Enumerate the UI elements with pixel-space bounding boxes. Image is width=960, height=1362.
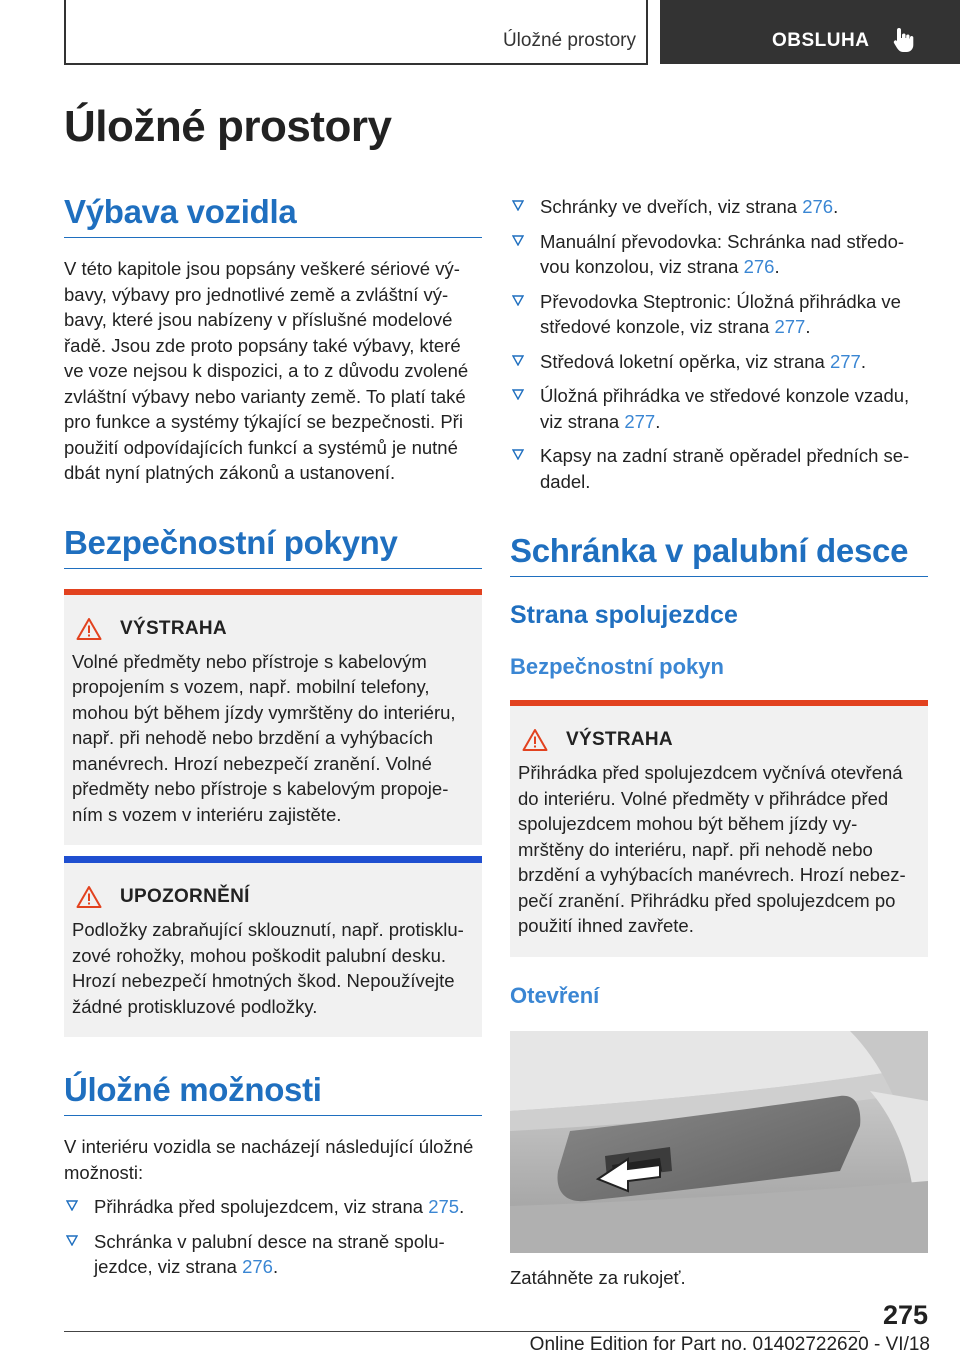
warning-text: Volné předměty nebo přístroje s kabelovým propojením s vozem, např. mobilní telefony, mohou být během jízdy vymrštěny do interiéru, např. při nehodě nebo brzdění a vyhýbacích manévrech. Hrozí nebezpečí zranění. Volné předměty nebo přístroje s kabelovým propoje- ním s vozem v interiéru zajistěte. xyxy=(72,650,456,825)
header-chapter-label: OBSLUHA xyxy=(772,30,870,51)
warning-box xyxy=(64,589,482,846)
bullet-triangle-icon xyxy=(512,355,524,366)
subsection-title-strana: Strana spolujezdce xyxy=(510,601,738,629)
footer-edition: Online Edition for Part no. 01402722620 - VI/18 xyxy=(529,1334,930,1355)
page-reference-link[interactable]: 277 xyxy=(624,410,656,432)
warning-triangle-icon xyxy=(76,617,102,641)
list-item: Úložná přihrádka ve středové konzole vzadu, viz strana 277. xyxy=(510,383,928,434)
bullet-triangle-icon xyxy=(66,1200,78,1211)
footer-rule xyxy=(64,1331,860,1332)
warning-box xyxy=(510,700,928,957)
warning-text: Přihrádka před spolujezdcem vyčnívá otevřená do interiéru. Volné předměty v přihrádce před spolujezdcem mohou být během jízdy vy- mrštěny do interiéru, např. při nehodě nebo brzdění a vyhýbacích manévrech. Hrozí nebez- pečí zranění. Přihrádku před spolujezdcem po použití ihned zavřete. xyxy=(518,762,906,936)
notice-box xyxy=(64,856,482,1037)
header-base-rule xyxy=(64,63,648,65)
section-title-bezpecnostni: Bezpečnostní pokyny xyxy=(64,524,482,569)
page-reference-link[interactable]: 277 xyxy=(829,350,861,372)
storage-list-left xyxy=(64,1194,482,1280)
section-moznosti-paragraph: V interiéru vozidla se nacházejí následující úložné možnosti: xyxy=(64,1136,474,1183)
page-title: Úložné prostory xyxy=(64,102,392,151)
glovebox-illustration xyxy=(510,1031,928,1253)
right-column xyxy=(510,194,928,1290)
list-item: Manuální převodovka: Schránka nad středo- vou konzolou, viz strana 276. xyxy=(510,229,928,280)
header-mid-rule xyxy=(646,0,648,64)
section-title-ulozne-moznosti: Úložné možnosti xyxy=(64,1071,482,1116)
list-item: Středová loketní opěrka, viz strana 277. xyxy=(510,349,928,375)
list-item: Přihrádka před spolujezdcem, viz strana 275. xyxy=(64,1194,482,1220)
section-title-schranka: Schránka v palubní desce xyxy=(510,532,928,577)
photo-caption: Zatáhněte za rukojeť. xyxy=(510,1266,686,1288)
bullet-triangle-icon xyxy=(512,200,524,211)
bullet-triangle-icon xyxy=(512,295,524,306)
glovebox-photo xyxy=(510,1031,928,1253)
left-column xyxy=(64,193,482,1289)
notice-triangle-icon xyxy=(76,885,102,909)
subsubsection-title-pokyn: Bezpečnostní pokyn xyxy=(510,654,724,679)
page-reference-link[interactable]: 277 xyxy=(774,316,806,337)
page-reference-link[interactable]: 276 xyxy=(802,196,834,217)
page-number: 275 xyxy=(882,1300,928,1330)
storage-list-right xyxy=(510,194,928,494)
header-chapter-tab[interactable] xyxy=(660,0,960,64)
notice-text: Podložky zabraňující sklouznutí, např. protisklu- zové rohožky, mohou poškodit palubní desku. Hrozí nebezpečí hmotných škod. Nepoužívejte žádné protiskluzové podložky. xyxy=(72,919,464,1017)
subsubsection-title-otevreni: Otevření xyxy=(510,982,600,1008)
bullet-triangle-icon xyxy=(512,389,524,400)
page-reference-link[interactable]: 275 xyxy=(428,1196,460,1217)
warning-title: VÝSTRAHA xyxy=(566,729,673,750)
bullet-triangle-icon xyxy=(512,449,524,460)
list-item: Schránky ve dveřích, viz strana 276. xyxy=(510,194,928,220)
warning-title: VÝSTRAHA xyxy=(120,617,227,639)
section-vybava-paragraph: V této kapitole jsou popsány veškeré sériové vý- bavy, výbavy pro jednotlivé země a zvláštní vý- bavy, které jsou nabízeny v příslušné modelové řadě. Jsou zde proto popsány také výbavy, které ve voze nejsou k dispozici, a to z důvodu zvolené zvláštní výbavy nebo varianty země. To platí také pro funkce a systémy týkající se bezpečnosti. Při použití odpovídajících funkcí a systémů je nutné dbát nyní platných zákonů a ustanovení. xyxy=(64,258,469,483)
list-item: Kapsy na zadní straně opěradel předních se- dadel. xyxy=(510,443,928,494)
list-item: Převodovka Steptronic: Úložná přihrádka ve středové konzole, viz strana 277. xyxy=(510,289,928,340)
list-item: Schránka v palubní desce na straně spolu- jezdce, viz strana 276. xyxy=(64,1229,482,1280)
page-reference-link[interactable]: 276 xyxy=(743,256,775,277)
bullet-triangle-icon xyxy=(512,235,524,246)
header-left-rule xyxy=(64,0,66,64)
section-title-vybava: Výbava vozidla xyxy=(64,193,482,238)
warning-triangle-icon xyxy=(522,728,548,752)
page-reference-link[interactable]: 276 xyxy=(242,1256,273,1277)
bullet-triangle-icon xyxy=(66,1235,78,1246)
notice-title: UPOZORNĚNÍ xyxy=(120,886,250,907)
header-section-title: Úložné prostory xyxy=(502,30,636,51)
hand-pointer-icon xyxy=(892,26,916,54)
